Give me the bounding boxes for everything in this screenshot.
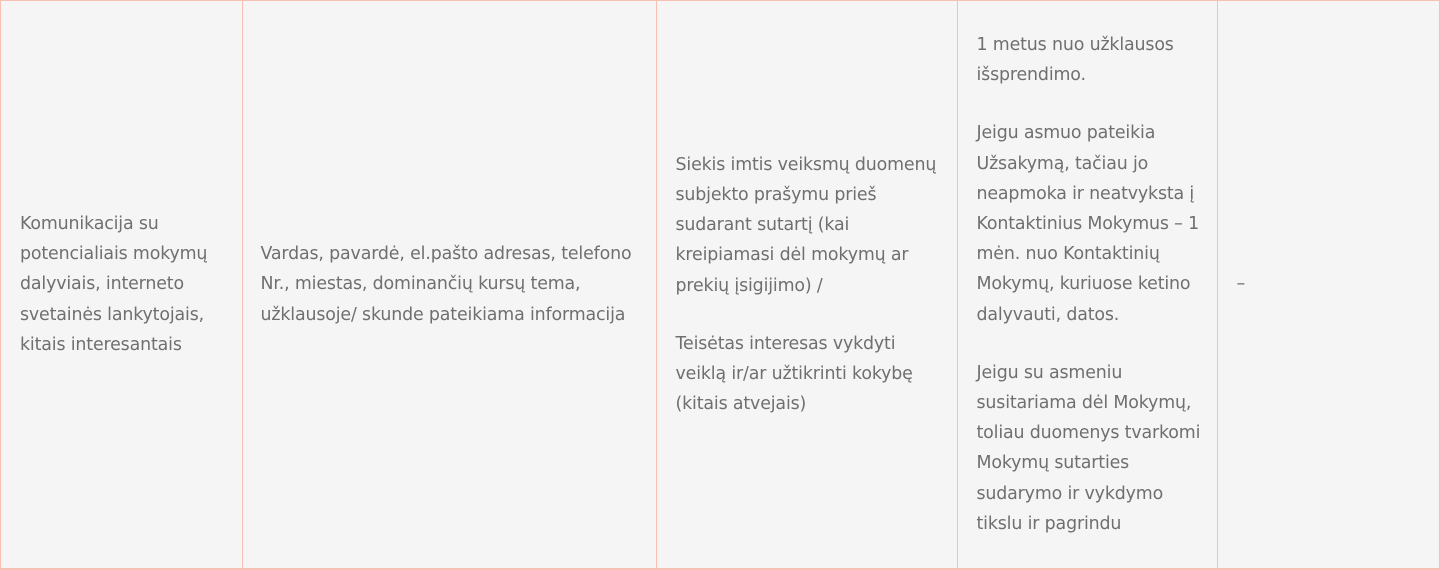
legal-basis-text-1: Siekis imtis veiksmų duomenų subjekto prašymu prieš sudarant sutartį (kai kreipiamasi dėl mokymų ar prekių įsigijimo) /: [675, 154, 937, 296]
purpose-cell: [1, 1, 243, 568]
legal-basis-text-2: Teisėtas interesas vykdyti veiklą ir/ar užtikrinti kokybę (kitais atvejais): [675, 333, 913, 415]
retention-text-2: Jeigu asmuo pateikia Užsakymą, tačiau jo neapmoka ir neatvyksta į Kontaktinius Mokymus – 1 mėn. nuo Kontaktinių Mokymų, kuriuose ketino dalyvauti, datos.: [976, 123, 1199, 325]
paragraph-gap: [676, 301, 943, 329]
retention-text-3: Jeigu su asmeniu susitariama dėl Mokymų, toliau duomenys tvarkomi Mokymų sutarties sudarymo ir vykdymo tikslu ir pagrindu: [976, 362, 1201, 534]
paragraph-gap: [977, 90, 1205, 118]
data-categories-text: Vardas, pavardė, el.pašto adresas, telefono Nr., miestas, dominančių kursų tema, užklausoje/ skunde pateikiama informacija: [260, 244, 632, 325]
purpose-text: Komunikacija su potencialiais mokymų dalyviais, interneto svetainės lankytojais, kitais interesantais: [20, 213, 208, 355]
retention-cell: [958, 1, 1218, 568]
paragraph-gap: [977, 330, 1205, 358]
retention-text-1: 1 metus nuo užklausos išsprendimo.: [976, 34, 1174, 86]
legal-basis-cell: [657, 1, 958, 568]
recipients-cell: [1218, 1, 1440, 568]
data-categories-cell: [243, 1, 657, 568]
recipients-text: –: [1236, 274, 1246, 295]
